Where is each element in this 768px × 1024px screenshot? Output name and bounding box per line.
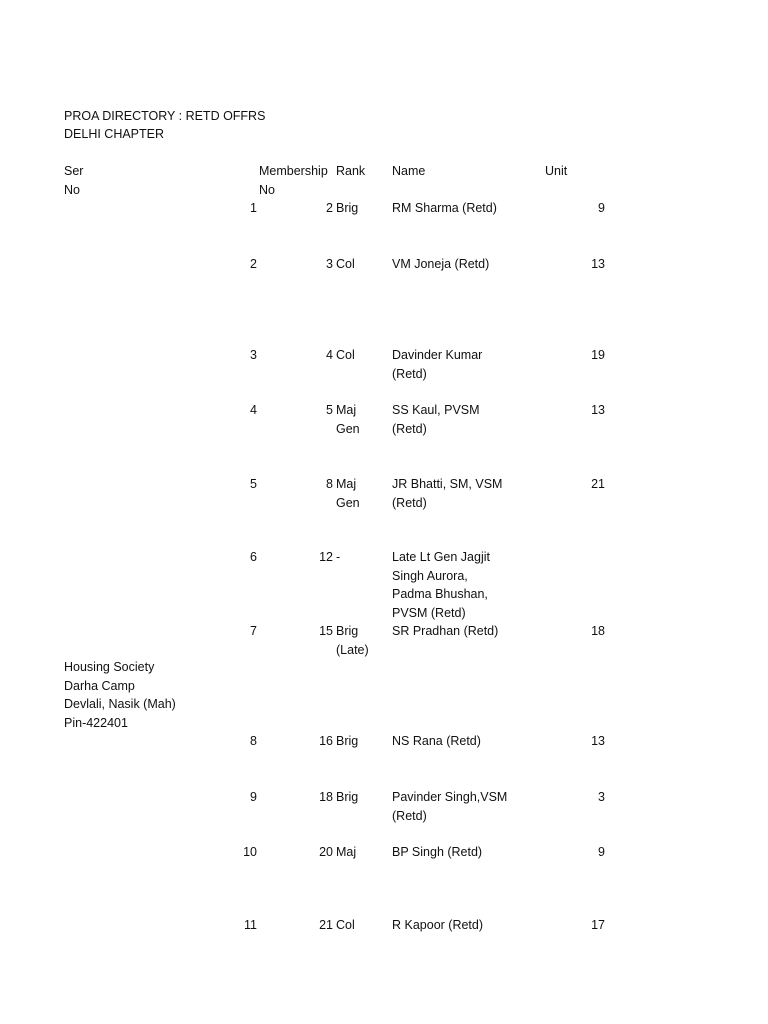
row-ser: 8 [250, 734, 257, 748]
row-ser: 6 [250, 550, 257, 564]
row-unit: 17 [591, 918, 605, 932]
row-membership-no: 16 [319, 734, 333, 748]
row-rank: Maj Gen [336, 477, 360, 510]
col-header-unit: Unit [545, 164, 568, 178]
col-header-name: Name [392, 164, 426, 178]
row-membership-no: 12 [319, 550, 333, 564]
row-rank: Brig [336, 734, 359, 748]
row-unit: 9 [598, 201, 605, 215]
row-unit: 13 [591, 257, 605, 271]
row-name: NS Rana (Retd) [392, 734, 481, 748]
row-name: RM Sharma (Retd) [392, 201, 497, 215]
directory-title: PROA DIRECTORY : RETD OFFRS [64, 109, 266, 123]
row-ser: 10 [243, 845, 257, 859]
row-rank: Maj [336, 845, 357, 859]
row-name: Davinder Kumar (Retd) [392, 348, 483, 381]
row-membership-no: 5 [326, 403, 333, 417]
row-unit: 13 [591, 734, 605, 748]
chapter-title: DELHI CHAPTER [64, 127, 165, 141]
row-membership-no: 18 [319, 790, 333, 804]
row-unit: 9 [598, 845, 605, 859]
col-header-membership: Membership No [259, 164, 328, 197]
row-ser: 5 [250, 477, 257, 491]
row-membership-no: 3 [326, 257, 333, 271]
row-membership-no: 8 [326, 477, 333, 491]
row-rank: Brig [336, 790, 359, 804]
row-membership-no: 21 [319, 918, 333, 932]
row-rank: Col [336, 257, 355, 271]
row-unit: 3 [598, 790, 605, 804]
row-name: BP Singh (Retd) [392, 845, 483, 859]
row-membership-no: 2 [326, 201, 333, 215]
row-membership-no: 20 [319, 845, 333, 859]
row-ser: 3 [250, 348, 257, 362]
row-name: Pavinder Singh,VSM (Retd) [392, 790, 508, 823]
row-ser: 1 [250, 201, 257, 215]
row-ser: 2 [250, 257, 257, 271]
col-header-ser: Ser No [64, 164, 84, 197]
row-ser: 11 [244, 918, 257, 932]
row-name: JR Bhatti, SM, VSM (Retd) [392, 477, 503, 510]
row-membership-no: 15 [319, 624, 333, 638]
row-ser: 4 [250, 403, 257, 417]
row-rank: - [336, 550, 341, 564]
col-header-rank: Rank [336, 164, 366, 178]
row-rank: Brig (Late) [336, 624, 369, 657]
row-ser: 9 [250, 790, 257, 804]
row-name: VM Joneja (Retd) [392, 257, 490, 271]
row-unit: 13 [591, 403, 605, 417]
row-rank: Col [336, 348, 355, 362]
row-ser: 7 [250, 624, 257, 638]
row-unit: 19 [591, 348, 605, 362]
row-rank: Col [336, 918, 355, 932]
address-block: Housing Society Darha Camp Devlali, Nasik (Mah) Pin-422401 [64, 660, 176, 730]
row-rank: Brig [336, 201, 359, 215]
row-name: SR Pradhan (Retd) [392, 624, 499, 638]
row-name: Late Lt Gen Jagjit Singh Aurora, Padma Bhushan, PVSM (Retd) [392, 550, 490, 620]
row-membership-no: 4 [326, 348, 333, 362]
row-name: R Kapoor (Retd) [392, 918, 484, 932]
row-name: SS Kaul, PVSM (Retd) [392, 403, 480, 436]
row-unit: 18 [591, 624, 605, 638]
row-unit: 21 [591, 477, 605, 491]
row-rank: Maj Gen [336, 403, 360, 436]
